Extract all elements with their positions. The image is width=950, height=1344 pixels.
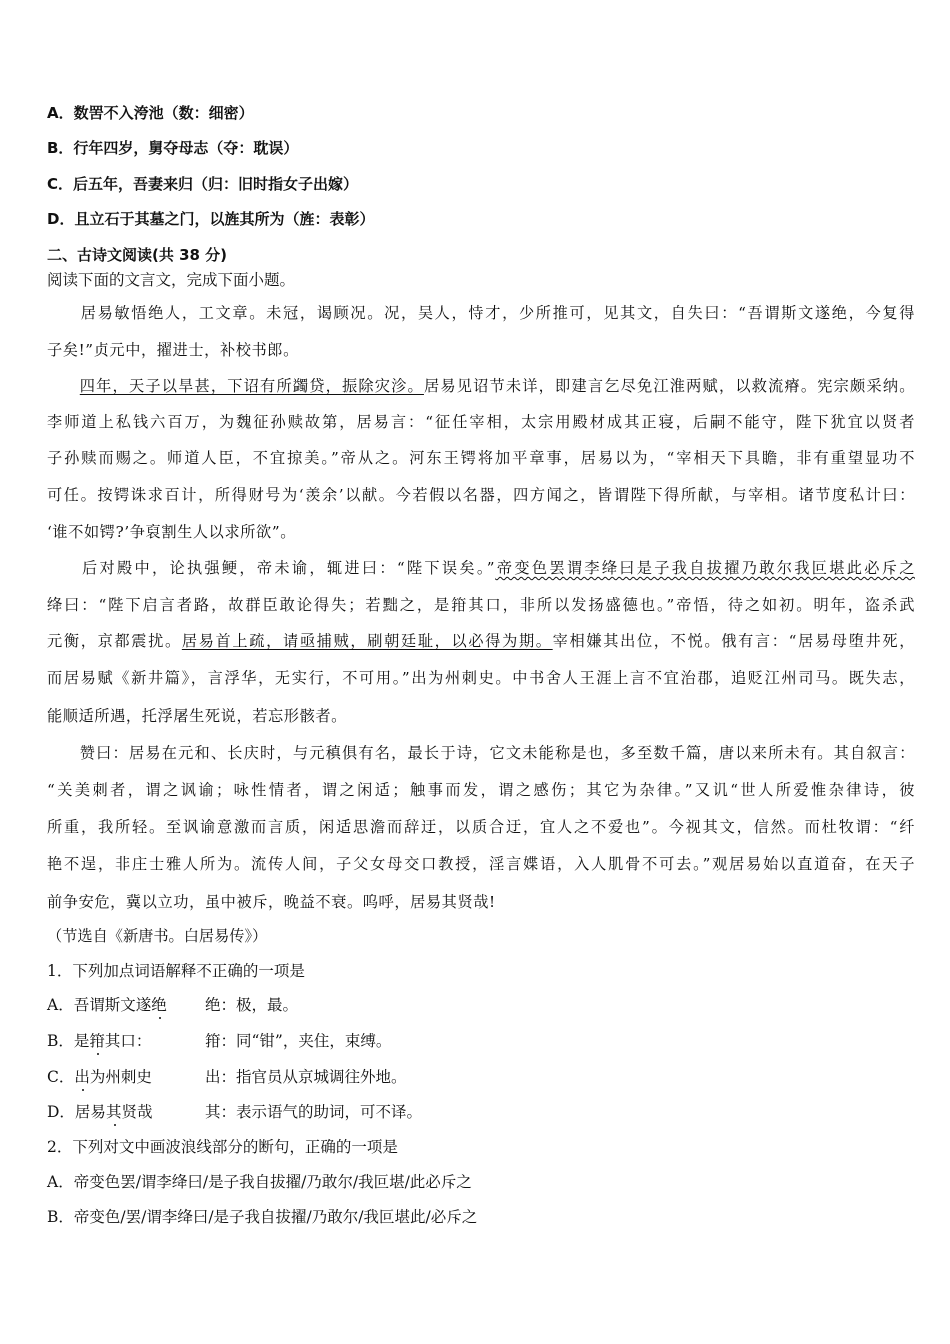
section-title: 二、古诗文阅读(共 38 分) — [47, 246, 228, 264]
prev-option-b: B．行年四岁，舅夺母志（夺：耽误） — [47, 139, 299, 157]
passage-p2-line3: 子孙赎而赐之。师道人臣，不宜掠美。”帝从之。河东王锷将加平章事，居易以为，“宰相天下具瞻，非有重望显功不 — [47, 449, 915, 467]
passage-p4-line3: 所重，我所轻。至讽谕意激而言质，闲适思澹而辞迂，以质合迂，宜人之不爱也”。今视其文，信然。而杜牧谓：“纤 — [47, 818, 915, 836]
question-2-option-a: A．帝变色罢/谓李绛曰/是子我自拔擢/乃敢尔/我叵堪/此必斥之 — [47, 1173, 472, 1191]
passage-p3-line4: 而居易赋《新井篇》，言浮华，无实行，不可用。”出为州刺史。中书舍人王涯上言不宜治郡，追贬江州司马。既失志， — [47, 669, 915, 687]
passage-p4-line4: 艳不逞，非庄士雅人所为。流传人间，子父女母交口教授，淫言媟语，入人肌骨不可去。”观居易始以直道奋，在天子 — [47, 855, 915, 873]
prev-option-d: D．且立石于其墓之门，以旌其所为（旌：表彰） — [47, 210, 375, 228]
prev-option-c: C．后五年，吾妻来归（归：旧时指女子出嫁） — [47, 175, 359, 193]
wavy-underlined-sentence: 帝变色罢谓李绛曰是子我自拔擢乃敢尔我叵堪此必斥之 — [495, 559, 915, 577]
dotted-word: 其 — [105, 1103, 122, 1121]
prev-option-a: A．数罟不入洿池（数：细密） — [47, 104, 254, 122]
dotted-word: 绝 — [151, 996, 167, 1014]
question-1-stem: 1．下列加点词语解释不正确的一项是 — [47, 962, 305, 980]
dotted-word: 出 — [74, 1068, 90, 1086]
passage-p4-line2: “关美刺者，谓之讽谕；咏性情者，谓之闲适；触事而发，谓之感伤；其它为杂律。”又讥“世人所爱惟杂律诗，彼 — [47, 781, 915, 799]
underlined-sentence-2: 居易首上疏，请亟捕贼，刷朝廷耻，以必得为期。 — [181, 632, 553, 650]
question-1-option-c: C．出为州刺史 出：指官员从京城调往外地。 — [47, 1068, 407, 1086]
passage-p3-line5: 能顺适所遇，托浮屠生死说，若忘形骸者。 — [47, 707, 347, 725]
question-1-option-d: D．居易其贤哉 其：表示语气的助词，可不译。 — [47, 1103, 423, 1121]
passage-p1-line1: 居易敏悟绝人，工文章。未冠，谒顾况。况，吴人，恃才，少所推可，见其文，自失曰：“吾谓斯文遂绝，今复得 — [47, 304, 915, 322]
instruction: 阅读下面的文言文，完成下面小题。 — [47, 271, 296, 289]
dotted-word: 箝 — [89, 1032, 105, 1050]
passage-p3-line2: 绛曰：“陛下启言者路，故群臣敢论得失；若黜之，是箝其口，非所以发扬盛德也。”帝悟，待之如初。明年，盗杀武 — [47, 596, 915, 614]
question-2-option-b: B．帝变色/罢/谓李绛曰/是子我自拔擢/乃敢尔/我叵堪此/必斥之 — [47, 1208, 478, 1226]
passage-p4-line1: 赞曰：居易在元和、长庆时，与元稹俱有名，最长于诗，它文未能称是也，多至数千篇，唐以来所未有。其自叙言： — [47, 744, 915, 762]
passage-p4-line5: 前争安危，冀以立功，虽中被斥，晚益不衰。呜呼，居易其贤哉! — [47, 893, 496, 911]
question-1-option-b: B．是箝其口： 箝：同“钳”，夹住，束缚。 — [47, 1032, 392, 1050]
question-2-stem: 2．下列对文中画波浪线部分的断句，正确的一项是 — [47, 1138, 398, 1156]
underlined-sentence-1: 四年，天子以旱甚，下诏有所蠲贷，振除灾沴。 — [79, 377, 424, 395]
passage-p3-line3: 元衡，京都震扰。居易首上疏，请亟捕贼，刷朝廷耻，以必得为期。宰相嫌其出位，不悦。俄有言：“居易母堕井死， — [47, 632, 915, 650]
passage-p2-line4: 可任。按锷诛求百计，所得财号为‘羡余’以献。今若假以名器，四方闻之，皆谓陛下得所献，与宰相。诸节度私计曰： — [47, 486, 915, 504]
passage-p2-line5: ‘谁不如锷?’争裒割生人以求所欲”。 — [47, 523, 296, 541]
passage-source: （节选自《新唐书。白居易传》） — [47, 927, 268, 945]
question-1-option-a: A．吾谓斯文遂绝 绝：极，最。 — [47, 996, 299, 1014]
passage-p3-line1: 后对殿中，论执强鲠，帝未谕，辄进曰：“陛下误矣。”帝变色罢谓李绛曰是子我自拔擢乃敢尔我叵堪此必斥之 — [47, 559, 915, 577]
passage-p2-line2: 李师道上私钱六百万，为魏征孙赎故第，居易言：“征任宰相，太宗用殿材成其正寝，后嗣不能守，陛下犹宜以贤者 — [47, 413, 915, 431]
passage-p2-line1: 四年，天子以旱甚，下诏有所蠲贷，振除灾沴。居易见诏节未详，即建言乞尽免江淮两赋，以救流瘠。宪宗颇采纳。 — [79, 377, 916, 395]
passage-p1-line2: 子矣!”贞元中，擢进士，补校书郎。 — [47, 341, 299, 359]
